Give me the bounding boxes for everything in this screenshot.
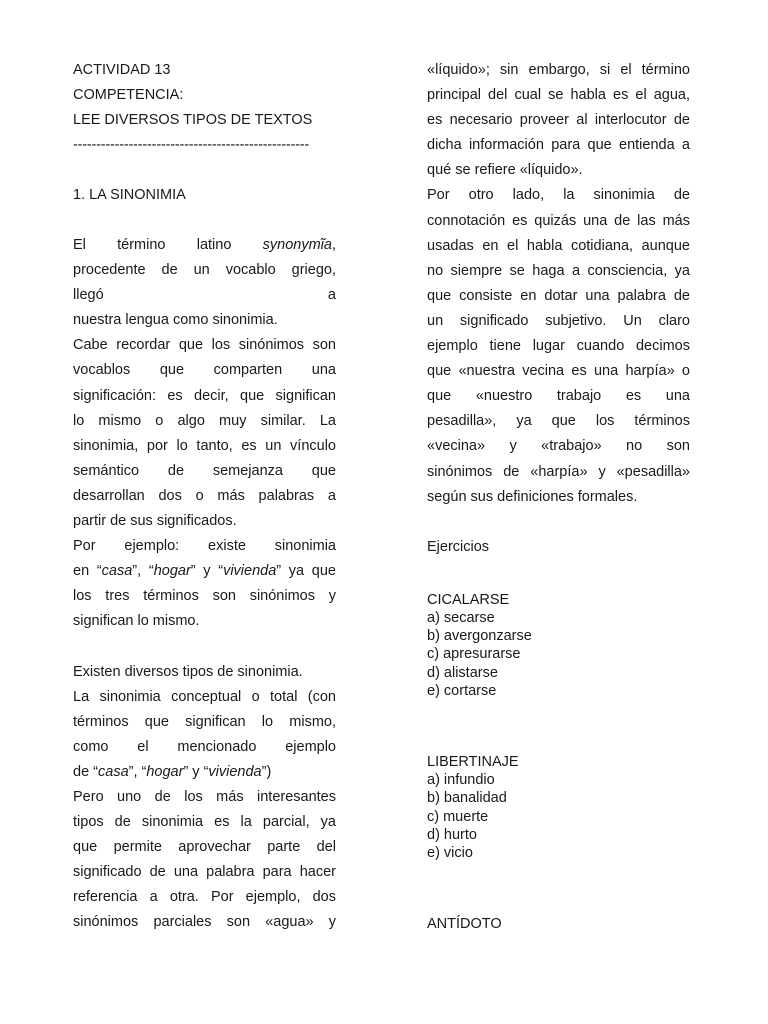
text-line: Por ejemplo: existe sinonimia	[73, 538, 336, 555]
text-line: significación: es decir, que significan	[73, 387, 336, 404]
option-item: c) muerte	[427, 808, 489, 825]
text-line: que consiste en dotar una palabra de	[427, 287, 690, 304]
text-fragment: ” y “	[183, 763, 209, 780]
text-line: La sinonimia conceptual o total (con	[73, 688, 336, 705]
text-line: desarrollan dos o más palabras a	[73, 487, 336, 504]
text-fragment: ” y “	[190, 563, 224, 580]
text-line: los tres términos son sinónimos y	[73, 588, 336, 605]
text-line: connotación es quizás una de las más	[427, 212, 690, 229]
latin-term: synonymĩa	[262, 237, 332, 253]
exercise-block	[427, 753, 690, 862]
text-line: significado de una palabra para hacer	[73, 864, 336, 881]
competence-label: COMPETENCIA:	[73, 87, 184, 103]
option-item: a) infundio	[427, 772, 495, 789]
paragraph-example	[73, 534, 336, 634]
text-line: «líquido»; sin embargo, si el término	[427, 62, 690, 78]
exercise-word: CICALARSE	[427, 591, 510, 608]
text-line: sinonimia, por lo tanto, es un vínculo	[73, 437, 336, 454]
text-line: Cabe recordar que los sinónimos son	[73, 337, 336, 354]
text-line: principal del cual se habla es el agua,	[427, 87, 690, 104]
text-line: usadas en el habla cotidiana, aunque	[427, 237, 690, 254]
text-line: nuestra lengua como sinonimia.	[73, 312, 278, 329]
divider: ---------------------------------------------------	[73, 137, 310, 153]
text-line: un significado subjetivo. Un claro	[427, 312, 690, 329]
example-word: hogar	[146, 763, 184, 780]
text-line: procedente de un vocablo griego,	[73, 262, 336, 279]
paragraph-conceptual	[73, 685, 336, 785]
text-line: vocablos que comparten una	[73, 362, 336, 379]
text-line: es necesario proveer al interlocutor de	[427, 112, 690, 129]
text-line: términos que significan lo mismo,	[73, 713, 336, 730]
text-line: como el mencionado ejemplo	[73, 738, 336, 755]
text-line: referencia a otra. Por ejemplo, dos	[73, 889, 336, 906]
example-word: casa	[98, 763, 129, 780]
exercise-block	[427, 591, 690, 700]
text-line: lo mismo o algo muy similar. La	[73, 412, 336, 429]
text-fragment: ”, “	[132, 563, 154, 580]
text-line: qué se refiere «líquido».	[427, 162, 583, 179]
section-title: 1. LA SINONIMIA	[73, 187, 186, 203]
text-fragment: ,	[331, 237, 336, 253]
example-word: vivienda	[208, 763, 262, 780]
exercises-title: Ejercicios	[427, 538, 490, 555]
text-line: Por otro lado, la sinonimia de	[427, 187, 690, 204]
text-line: sinónimos parciales son «agua» y	[73, 914, 336, 931]
option-item: d) alistarse	[427, 664, 498, 681]
option-item: e) cortarse	[427, 682, 497, 699]
types-intro: Existen diversos tipos de sinonimia.	[73, 663, 303, 680]
option-item: b) banalidad	[427, 790, 507, 807]
text-line: pesadilla», ya que los términos	[427, 413, 690, 430]
text-fragment: ” ya que	[276, 563, 336, 580]
text-line: según sus definiciones formales.	[427, 488, 638, 505]
text-fragment: El término latino	[73, 237, 263, 253]
activity-title: ACTIVIDAD 13	[73, 62, 171, 78]
text-line: llegó a	[73, 287, 336, 304]
text-line: dicha información para que entienda a	[427, 137, 690, 154]
text-fragment: ”)	[261, 763, 272, 780]
text-line: tipos de sinonimia es la parcial, ya	[73, 813, 336, 830]
paragraph-partial	[73, 785, 336, 936]
exercise-word: LIBERTINAJE	[427, 753, 519, 770]
text-line: que permite aprovechar parte del	[73, 839, 336, 856]
exercise-block	[427, 915, 690, 933]
example-word: vivienda	[223, 563, 277, 580]
text-line: sinónimos de «harpía» y «pesadilla»	[427, 463, 690, 480]
option-item: b) avergonzarse	[427, 628, 532, 645]
text-line: no siempre se haga a consciencia, ya	[427, 262, 690, 279]
text-fragment: en “	[73, 563, 102, 580]
competence-subtitle: LEE DIVERSOS TIPOS DE TEXTOS	[73, 112, 313, 128]
text-line: significan lo mismo.	[73, 613, 200, 630]
option-item: d) hurto	[427, 826, 477, 843]
option-item: c) apresurarse	[427, 646, 521, 663]
paragraph-connotation	[427, 183, 690, 509]
text-fragment: ”, “	[128, 763, 147, 780]
option-item: a) secarse	[427, 609, 495, 626]
text-line: que «nuestro trabajo es una	[427, 388, 690, 405]
paragraph-definition	[73, 333, 336, 534]
paragraph-intro	[73, 233, 336, 333]
text-line: que «nuestra vecina es una harpía» o	[427, 363, 690, 380]
text-line: ejemplo tiene lugar cuando decimos	[427, 338, 690, 355]
text-line: Pero uno de los más interesantes	[73, 788, 336, 805]
text-fragment: de “	[73, 763, 98, 780]
right-column	[427, 58, 690, 933]
example-word: hogar	[153, 563, 191, 580]
text-line: «vecina» y «trabajo» no son	[427, 438, 690, 455]
text-line: semántico de semejanza que	[73, 462, 336, 479]
paragraph-partial-cont	[427, 58, 690, 183]
left-column	[73, 58, 336, 935]
exercise-word: ANTÍDOTO	[427, 916, 502, 933]
example-word: casa	[101, 563, 133, 580]
option-item: e) vicio	[427, 844, 473, 861]
text-line: partir de sus significados.	[73, 513, 237, 530]
